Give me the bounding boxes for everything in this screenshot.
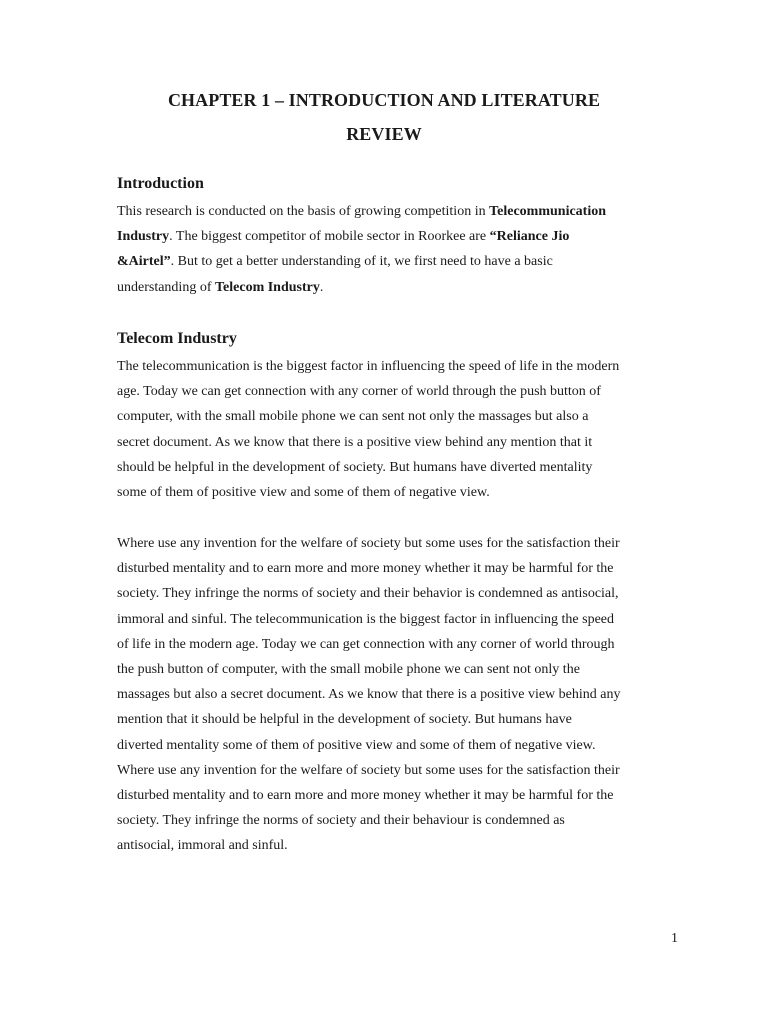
paragraph-line: society. They infringe the norms of society and their behavior is condemned as antisocial, (117, 586, 619, 602)
intro-text: understanding of (117, 279, 215, 295)
introduction-heading: Introduction (117, 175, 204, 192)
intro-bold-text: Telecom Industry (214, 279, 320, 295)
intro-bold-text: Telecommunication (489, 204, 607, 219)
intro-line (117, 249, 677, 274)
intro-text: . The biggest competitor of mobile sector in Roorkee are (169, 229, 490, 245)
intro-bold-text: &Airtel” (117, 254, 171, 270)
paragraph-line: immoral and sinful. The telecommunication is the biggest factor in influencing the speed (117, 611, 614, 627)
paragraph-line: some of them of positive view and some of them of negative view. (117, 484, 490, 500)
paragraph-line: Where use any invention for the welfare of society but some uses for the satisfaction their (117, 762, 620, 778)
intro-bold-text: “Reliance Jio (489, 229, 570, 245)
paragraph-line: antisocial, immoral and sinful. (117, 838, 288, 854)
introduction-paragraph (117, 199, 677, 300)
paragraph-line: age. Today we can get connection with any corner of world through the push button of (117, 384, 601, 400)
paragraph-line: massages but also a secret document. As we know that there is a positive view behind any (117, 687, 621, 703)
intro-bold-text: Industry (117, 229, 170, 245)
paragraph-line: computer, with the small mobile phone we can sent not only the massages but also a (117, 409, 589, 425)
telecom-industry-heading: Telecom Industry (117, 330, 237, 347)
chapter-title-line-2: REVIEW (346, 124, 422, 144)
paragraph-line: society. They infringe the norms of society and their behaviour is condemned as (117, 813, 565, 829)
intro-text: . (319, 279, 324, 295)
paragraph-line: secret document. As we know that there is a positive view behind any mention that it (117, 434, 593, 450)
intro-text: This research is conducted on the basis of growing competition in (117, 204, 490, 219)
intro-line (117, 275, 677, 300)
paragraph-line: Where use any invention for the welfare of society but some uses for the satisfaction their (117, 536, 620, 551)
paragraph-line: disturbed mentality and to earn more and more money whether it may be harmful for the (117, 787, 614, 803)
intro-line (117, 199, 677, 224)
paragraph-line: diverted mentality some of them of positive view and some of them of negative view. (117, 737, 596, 753)
paragraph-line: mention that it should be helpful in the development of society. But humans have (117, 712, 572, 728)
page-number: 1 (671, 931, 678, 946)
paragraph-line: the push button of computer, with the small mobile phone we can sent not only the (117, 661, 580, 677)
intro-text: . But to get a better understanding of it, we first need to have a basic (170, 254, 553, 270)
chapter-title-line-1: CHAPTER 1 – INTRODUCTION AND LITERATURE (167, 90, 601, 110)
intro-line (117, 224, 677, 249)
paragraph-line: should be helpful in the development of society. But humans have diverted mentality (117, 459, 593, 475)
paragraph-line: of life in the modern age. Today we can get connection with any corner of world through (117, 636, 615, 652)
paragraph-line: The telecommunication is the biggest factor in influencing the speed of life in the modern (117, 359, 620, 374)
paragraph-line: disturbed mentality and to earn more and more money whether it may be harmful for the (117, 561, 614, 577)
telecom-paragraph-2 (117, 531, 677, 858)
telecom-paragraph-1 (117, 354, 677, 505)
